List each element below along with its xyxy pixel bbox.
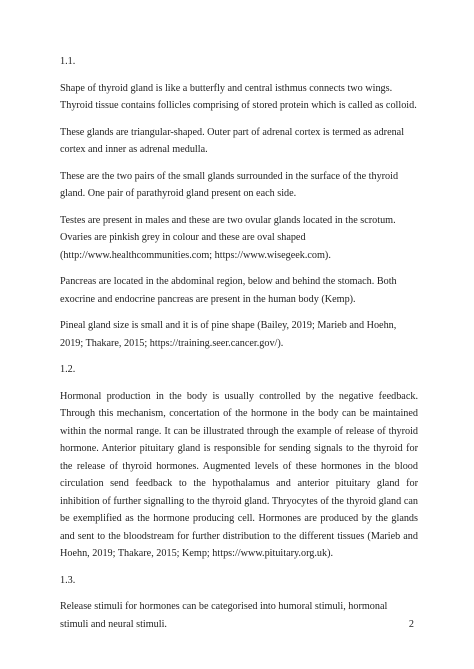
page-content <box>60 53 418 642</box>
section-heading-1-2: 1.2. <box>60 364 76 375</box>
paragraph-release-stimuli: Release stimuli for hormones can be categorised into humoral stimuli, hormonal stimuli and neural stimuli. <box>60 601 388 630</box>
section-heading-1-1: 1.1. <box>60 56 76 67</box>
paragraph-pineal: Pineal gland size is small and it is of pine shape (Bailey, 2019; Marieb and Hoehn, 2019; Thakare, 2015; https://training.seer.cancer.gov/). <box>60 320 397 349</box>
paragraph-pancreas: Pancreas are located in the abdominal region, below and behind the stomach. Both exocrine and endocrine pancreas are present in the human body (Kemp). <box>60 276 397 305</box>
paragraph-gonads: Testes are present in males and these are two ovular glands located in the scrotum. Ovaries are pinkish grey in colour and these are oval shaped (http://www.healthcommunities.com; https://www.wisegeek.com). <box>60 214 396 261</box>
paragraph-thyroid: Shape of thyroid gland is like a butterfly and central isthmus connects two wings. Thyroid tissue contains follicles comprising of stored protein which is called as colloid. <box>60 82 417 111</box>
section-heading-1-3: 1.3. <box>60 574 76 586</box>
page-number: 2 <box>408 619 414 630</box>
paragraph-parathyroid: These are the two pairs of the small glands surrounded in the surface of the thyroid gland. One pair of parathyroid gland present on each side. <box>60 170 399 199</box>
paragraph-negative-feedback: Hormonal production in the body is usually controlled by the negative feedback. Through this mechanism, concertation of the hormone in the body can be maintained within the normal range. It can be illustrated through the example of release of thyroid hormone. Anterior pituitary gland is responsible for sending signals to the thyroid for the release of thyroid hormones. Augmented levels of these hormones in the blood circulation send feedback to the hypothalamus and anterior pituitary gland for inhibition of further signalling to the thyroid gland. Thryocytes of the thyroid gland can be exemplified as the hormone producing cell. Hormones are produced by the glands and sent to the bloodstream for further distribution to the different tissues (Marieb and Hoehn, 2019; Thakare, 2015; Kemp; https://www.pituitary.org.uk). <box>60 390 418 559</box>
paragraph-adrenal: These glands are triangular-shaped. Outer part of adrenal cortex is termed as adrenal cortex and inner as adrenal medulla. <box>60 126 405 155</box>
